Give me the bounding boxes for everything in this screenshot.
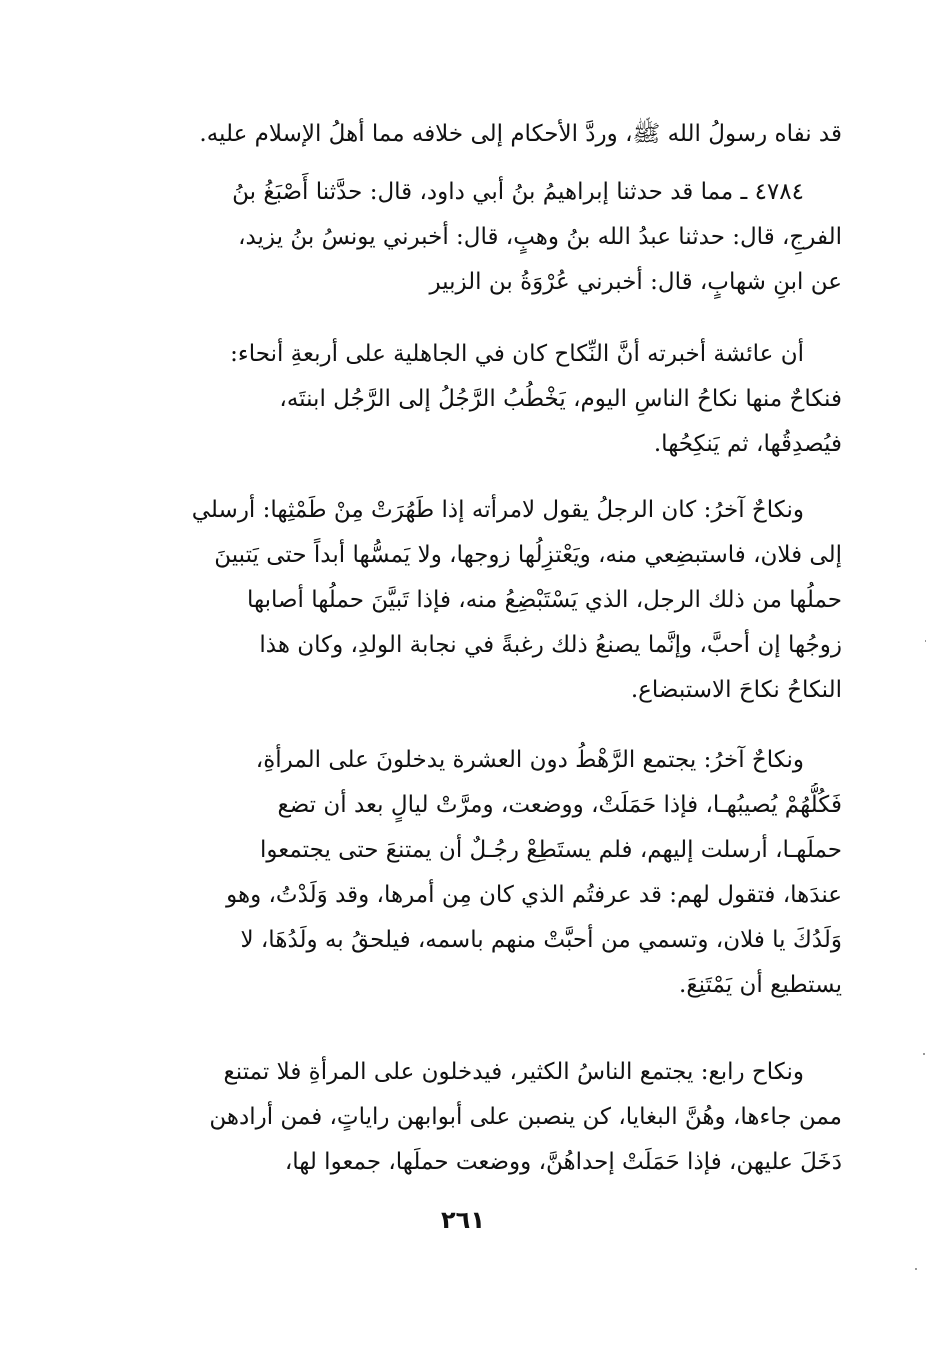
text-line: عندَها، فتقول لهم: قد عرفتُم الذي كان مِن أمرها، وقد وَلَدْتُ، وهو — [226, 882, 842, 908]
scan-speck — [923, 1053, 925, 1055]
text-line: قد نفاه رسولُ الله ﷺ، وردَّ الأحكام إلى خلافه مما أهلُ الإسلام عليه. — [199, 121, 842, 147]
paragraph-second-marriage — [128, 488, 842, 713]
paragraph-third-marriage — [128, 738, 842, 1008]
text-line: حملَهـا، أرسلت إليهم، فلم يستَطِعْ رجُـلٌ أن يمتنعَ حتى يجتمعوا — [260, 837, 842, 863]
text-line: يستطيع أن يَمْتَنِعَ. — [679, 972, 842, 998]
text-line: دَخَلَ عليهن، فإذا حَمَلَتْ إحداهُنَّ، ووضعت حملَها، جمعوا لها، — [284, 1149, 842, 1175]
scan-speck — [915, 1268, 917, 1270]
text-line: ونكاحٌ آخرُ: يجتمع الرَّهْطُ دون العشرة يدخلونَ على المرأةِ، — [255, 747, 804, 773]
paragraph-first-marriage — [128, 332, 842, 467]
text-line: النكاحُ نكاحَ الاستبضاع. — [630, 677, 842, 703]
text-line: الفرجِ، قال: حدثنا عبدُ الله بنُ وهبٍ، قال: أخبرني يونسُ بنُ يزيد، — [238, 224, 842, 250]
text-line: وَلَدُكَ يا فلان، وتسمي من أحبَّتْ منهم باسمه، فيلحقُ به ولَدُهَا، لا — [240, 927, 842, 953]
text-line: زوجُها إن أحبَّ، وإنَّما يصنعُ ذلك رغبةً في نجابة الولدِ، وكان هذا — [259, 632, 842, 658]
text-line: ٤٧٨٤ ـ مما قد حدثنا إبراهيمُ بنُ أبي داود، قال: حدَّثنا أَصْبَغُ بنُ — [232, 179, 804, 205]
text-line: ممن جاءها، وهُنَّ البغايا، كن ينصبن على أبوابهن راياتٍ، فمن أرادهن — [209, 1104, 842, 1130]
text-line: إلى فلان، فاستبضِعي منه، ويَعْتزِلُها زوجها، ولا يَمسُّها أبداً حتى يَتبينَ — [214, 542, 842, 568]
text-line: فنكاحٌ منها نكاحُ الناسِ اليوم، يَخْطُبُ الرَّجُلُ إلى الرَّجُل ابنتَه، — [279, 386, 842, 412]
page-number: ٢٦١ — [441, 1206, 485, 1234]
paragraph-continuation — [128, 112, 842, 157]
text-line: فيُصدِقُها، ثم يَنكِحُها. — [653, 431, 842, 457]
text-line: فَكُلُّهُمْ يُصيبُهـا، فإذا حَمَلَتْ، ووضعت، ومرَّتْ ليالٍ بعد أن تضع — [277, 792, 842, 818]
paragraph-fourth-marriage — [128, 1050, 842, 1185]
text-line: حملُها من ذلك الرجل، الذي يَسْتَبْضِعُ منه، فإذا تَبيَّنَ حملُها أصابها — [246, 587, 842, 613]
text-line: أن عائشة أخبرته أنَّ النِّكاح كان في الجاهلية على أربعةِ أنحاء: — [230, 341, 804, 367]
paragraph-hadith-isnad — [128, 170, 842, 305]
text-line: عن ابنِ شهابٍ، قال: أخبرني عُرْوَةُ بن الزبير — [429, 269, 842, 295]
text-line: ونكاح رابع: يجتمع الناسُ الكثير، فيدخلون على المرأةِ فلا تمتنع — [223, 1059, 804, 1085]
text-line: ونكاحٌ آخرُ: كان الرجلُ يقول لامرأته إذا طَهُرَتْ مِنْ طَمْثِها: أرسلي — [191, 497, 804, 523]
